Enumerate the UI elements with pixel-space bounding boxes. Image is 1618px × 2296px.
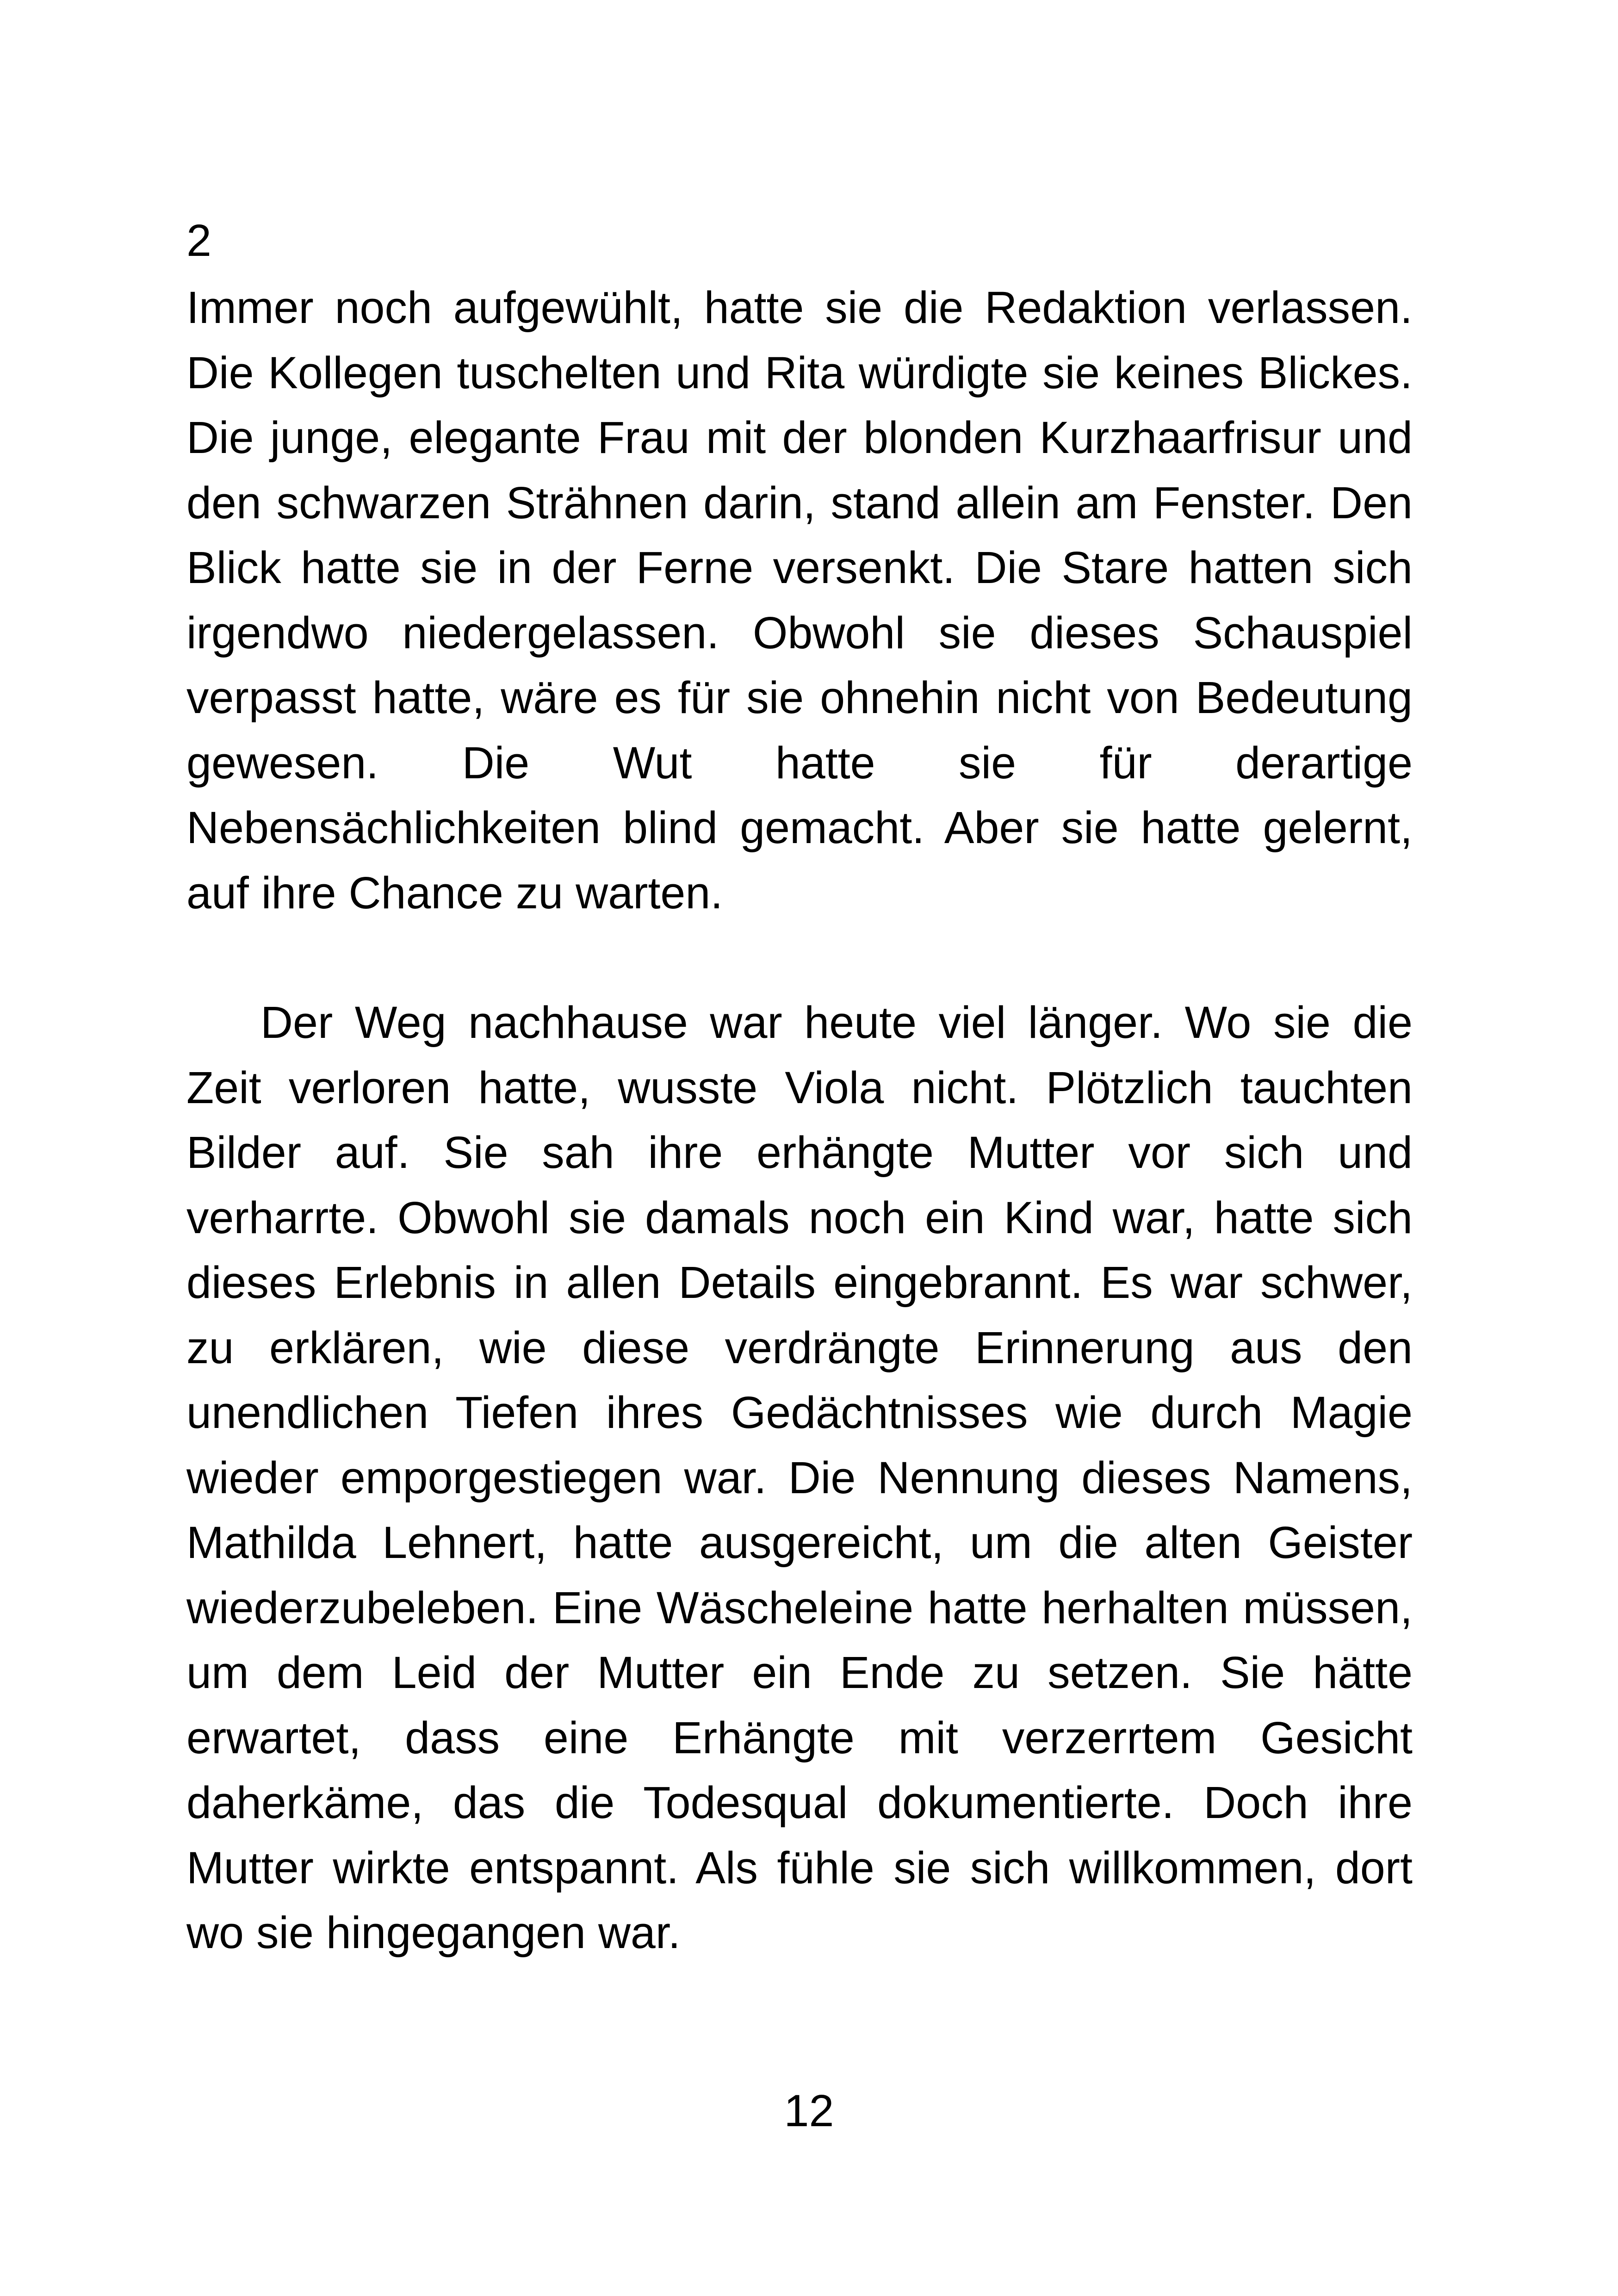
chapter-number: 2	[186, 215, 211, 266]
paragraph-1: Immer noch aufgewühlt, hatte sie die Redaktion verlassen. Die Kollegen tuschelten und Rita würdigte sie keines Blickes. Die junge, elegante Frau mit der blonden Kurzhaarfrisur und den schwarzen Strähnen darin, stand allein am Fenster. Den Blick hatte sie in der Ferne versenkt. Die Stare hatten sich irgendwo niedergelassen. Obwohl sie dieses Schauspiel verpasst hatte, wäre es für sie ohnehin nicht von Bedeutung gewesen. Die Wut hatte sie für derartige Nebensächlichkeiten blind gemacht. Aber sie hatte gelernt, auf ihre Chance zu warten.	[186, 282, 1413, 918]
paragraph-2: Der Weg nachhause war heute viel länger. Wo sie die Zeit verloren hatte, wusste Viola nicht. Plötzlich tauchten Bilder auf. Sie sah ihre erhängte Mutter vor sich und verharrte. Obwohl sie damals noch ein Kind war, hatte sich dieses Erlebnis in allen Details eingebrannt. Es war schwer, zu erklären, wie diese verdrängte Erinnerung aus den unendlichen Tiefen ihres Gedächtnisses wie durch Magie wieder emporgestiegen war. Die Nennung dieses Namens, Mathilda Lehnert, hatte ausgereicht, um die alten Geister wiederzubeleben. Eine Wäscheleine hatte herhalten müssen, um dem Leid der Mutter ein Ende zu setzen. Sie hätte erwartet, dass eine Erhängte mit verzerrtem Gesicht daherkäme, das die Todesqual dokumentierte. Doch ihre Mutter wirkte entspannt. Als fühle sie sich willkommen, dort wo sie hingegangen war.	[186, 997, 1413, 1958]
page-number: 12	[784, 2085, 834, 2136]
